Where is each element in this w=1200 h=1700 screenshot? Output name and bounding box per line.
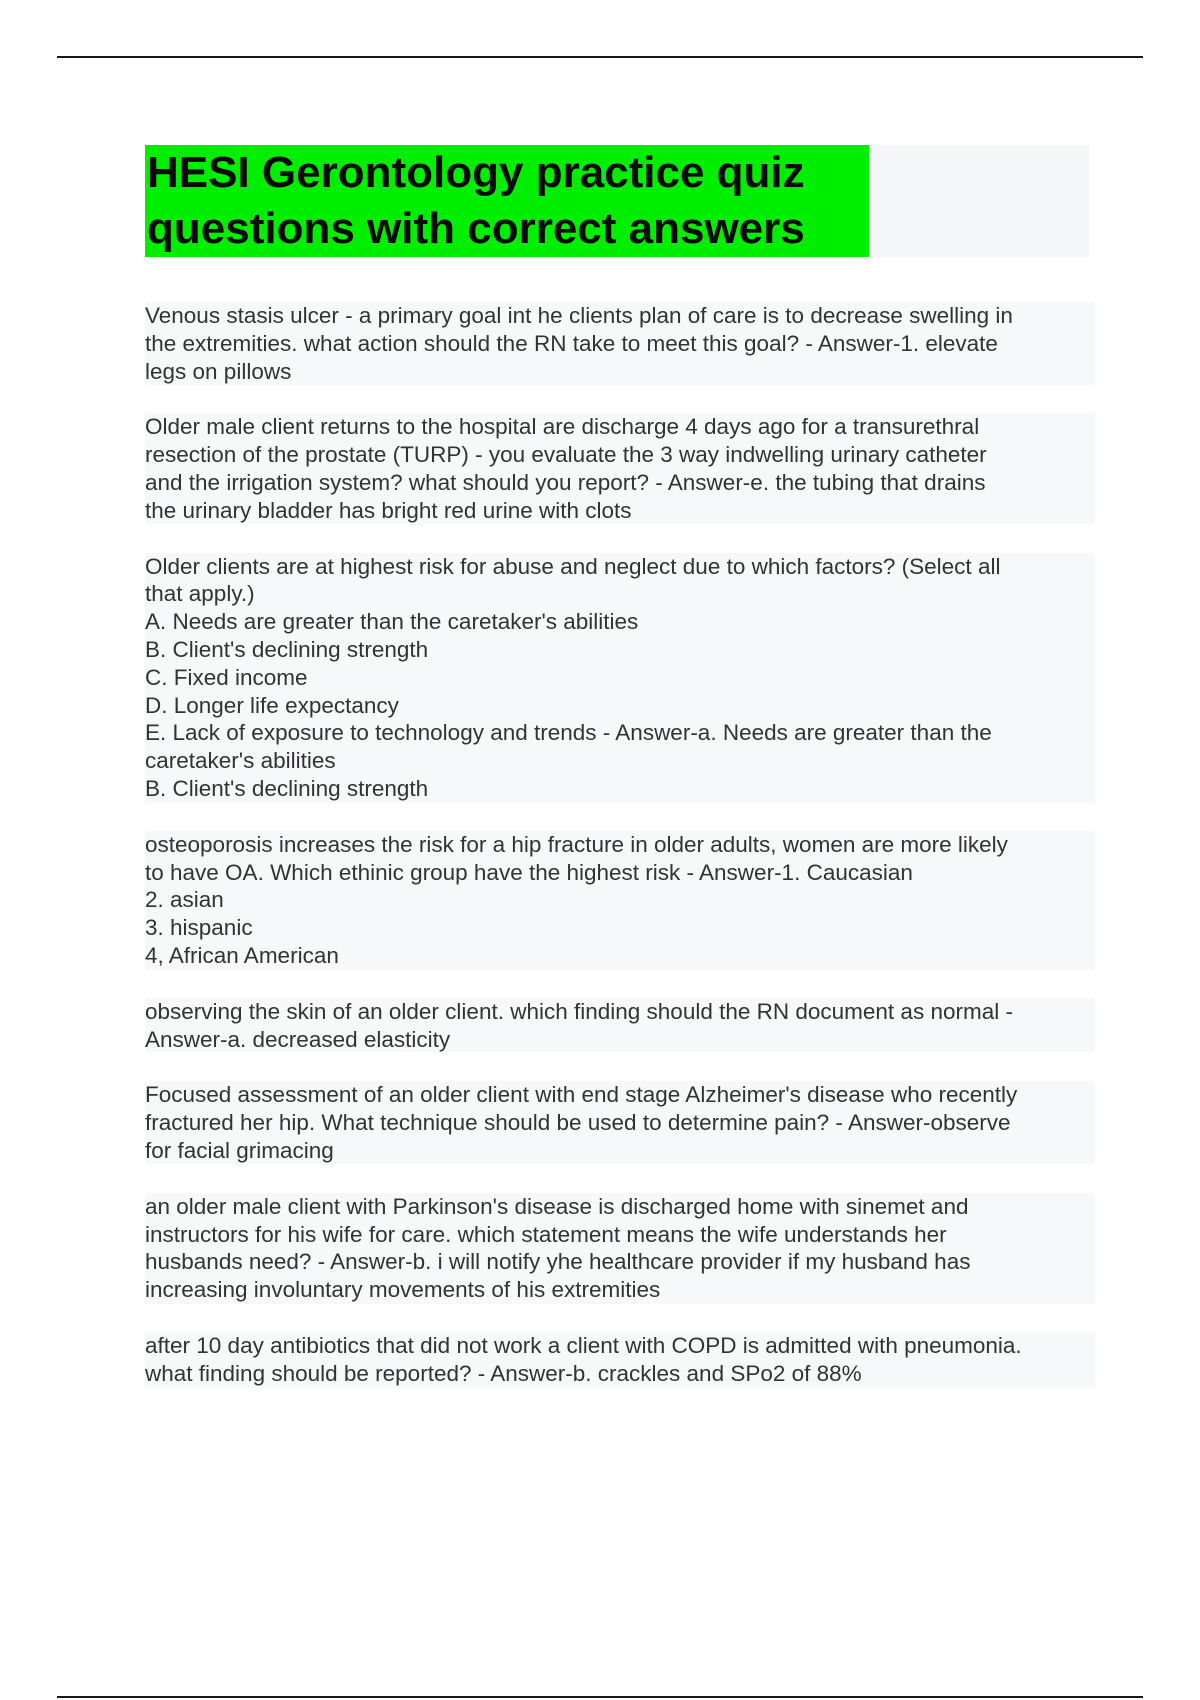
qa-block-osteoporosis [145, 831, 1095, 970]
qa-line: that apply.) [145, 581, 255, 607]
qa-line: after 10 day antibiotics that did not work a client with COPD is admitted with pneumonia. [145, 1332, 1022, 1358]
qa-line: fractured her hip. What technique should be used to determine pain? - Answer-observe [145, 1110, 1011, 1136]
qa-line: instructors for his wife for care. which statement means the wife understands her [145, 1221, 947, 1247]
qa-line: observing the skin of an older client. which finding should the RN document as normal - [145, 998, 1013, 1024]
qa-line: osteoporosis increases the risk for a hip fracture in older adults, women are more likely [145, 831, 1008, 857]
top-rule [57, 56, 1143, 58]
qa-option-a: A. Needs are greater than the caretaker's abilities [145, 609, 639, 635]
qa-line: the extremities. what action should the RN take to meet this goal? - Answer-1. elevate [145, 330, 998, 356]
page-title-line-1: HESI Gerontology practice quiz [145, 145, 869, 201]
qa-line: what finding should be reported? - Answer-b. crackles and SPo2 of 88% [145, 1360, 862, 1386]
qa-line: to have OA. Which ethinic group have the highest risk - Answer-1. Caucasian [145, 859, 913, 885]
qa-block-alzheimers [145, 1081, 1095, 1164]
qa-line: Answer-a. decreased elasticity [145, 1026, 451, 1052]
qa-option-d: D. Longer life expectancy [145, 692, 399, 718]
qa-block-abuse-neglect [145, 553, 1095, 803]
qa-option-b: B. Client's declining strength [145, 636, 429, 662]
qa-block-parkinsons [145, 1193, 1095, 1304]
qa-block-turp [145, 413, 1095, 524]
qa-line: resection of the prostate (TURP) - you evaluate the 3 way indwelling urinary catheter [145, 442, 987, 468]
qa-option-e: E. Lack of exposure to technology and trends - Answer-a. Needs are greater than the [145, 720, 992, 746]
qa-block-skin [145, 998, 1095, 1054]
qa-line: B. Client's declining strength [145, 775, 429, 801]
page-title [145, 145, 1089, 257]
qa-line: 4, African American [145, 942, 339, 968]
qa-line: and the irrigation system? what should you report? - Answer-e. the tubing that drains [145, 469, 986, 495]
qa-block-venous-stasis [145, 302, 1095, 385]
qa-line: Venous stasis ulcer - a primary goal int he clients plan of care is to decrease swelling in [145, 303, 1013, 328]
qa-line: the urinary bladder has bright red urine with clots [145, 497, 632, 523]
qa-block-copd [145, 1332, 1095, 1388]
document-body [145, 302, 1095, 1416]
qa-line: Older male client returns to the hospital are discharge 4 days ago for a transurethral [145, 414, 980, 440]
qa-line: Older clients are at highest risk for abuse and neglect due to which factors? (Select all [145, 553, 1001, 579]
qa-line: Focused assessment of an older client with end stage Alzheimer's disease who recently [145, 1082, 1018, 1108]
qa-line: increasing involuntary movements of his extremities [145, 1277, 661, 1303]
title-block [145, 145, 1089, 257]
qa-line: for facial grimacing [145, 1137, 334, 1163]
qa-line: caretaker's abilities [145, 748, 336, 774]
qa-line: 2. asian [145, 887, 224, 913]
qa-option-c: C. Fixed income [145, 664, 308, 690]
qa-line: an older male client with Parkinson's disease is discharged home with sinemet and [145, 1193, 969, 1219]
qa-line: husbands need? - Answer-b. i will notify yhe healthcare provider if my husband has [145, 1249, 971, 1275]
qa-line: 3. hispanic [145, 915, 253, 941]
qa-line: legs on pillows [145, 358, 292, 384]
bottom-rule [57, 1696, 1143, 1698]
page-title-line-2: questions with correct answers [145, 201, 869, 257]
